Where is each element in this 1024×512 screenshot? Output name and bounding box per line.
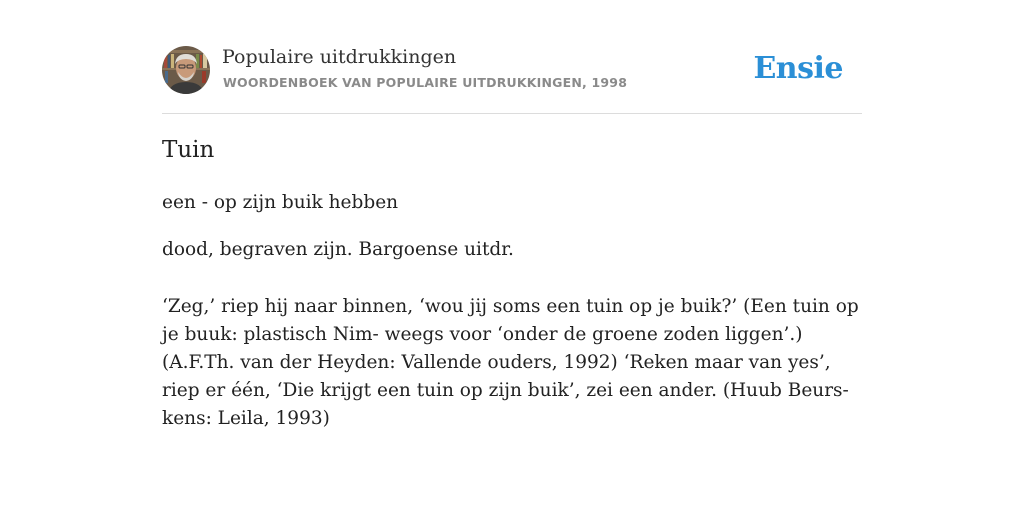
source-subtitle: WOORDENBOEK VAN POPULAIRE UITDRUKKINGEN, 1998 (223, 75, 628, 90)
entry-expression: een - op zijn buik hebben (162, 192, 399, 213)
header-divider (162, 113, 862, 114)
entry-title: Tuin (162, 137, 215, 163)
author-portrait-icon[interactable] (162, 46, 210, 94)
entry-quote: ‘Zeg,’ riep hij naar binnen, ‘wou jij soms een tuin op je buik?’ (Een tuin op je buuk: plastisch Nim- weegs voor ‘onder de groene zoden liggen’.) (A.F.Th. van der Heyden: Vallende ouders, 1992) ‘Reken maar van yes’, riep er één, ‘Die krijgt een tuin op zijn buik’, zei een ander. (Huub Beurs- kens: Leila, 1993) (162, 296, 859, 429)
source-title[interactable]: Populaire uitdrukkingen (222, 46, 457, 68)
entry-meaning: dood, begraven zijn. Bargoense uitdr. (162, 239, 514, 260)
ensie-logo[interactable]: Ensie (753, 51, 843, 86)
source-header (162, 46, 862, 96)
